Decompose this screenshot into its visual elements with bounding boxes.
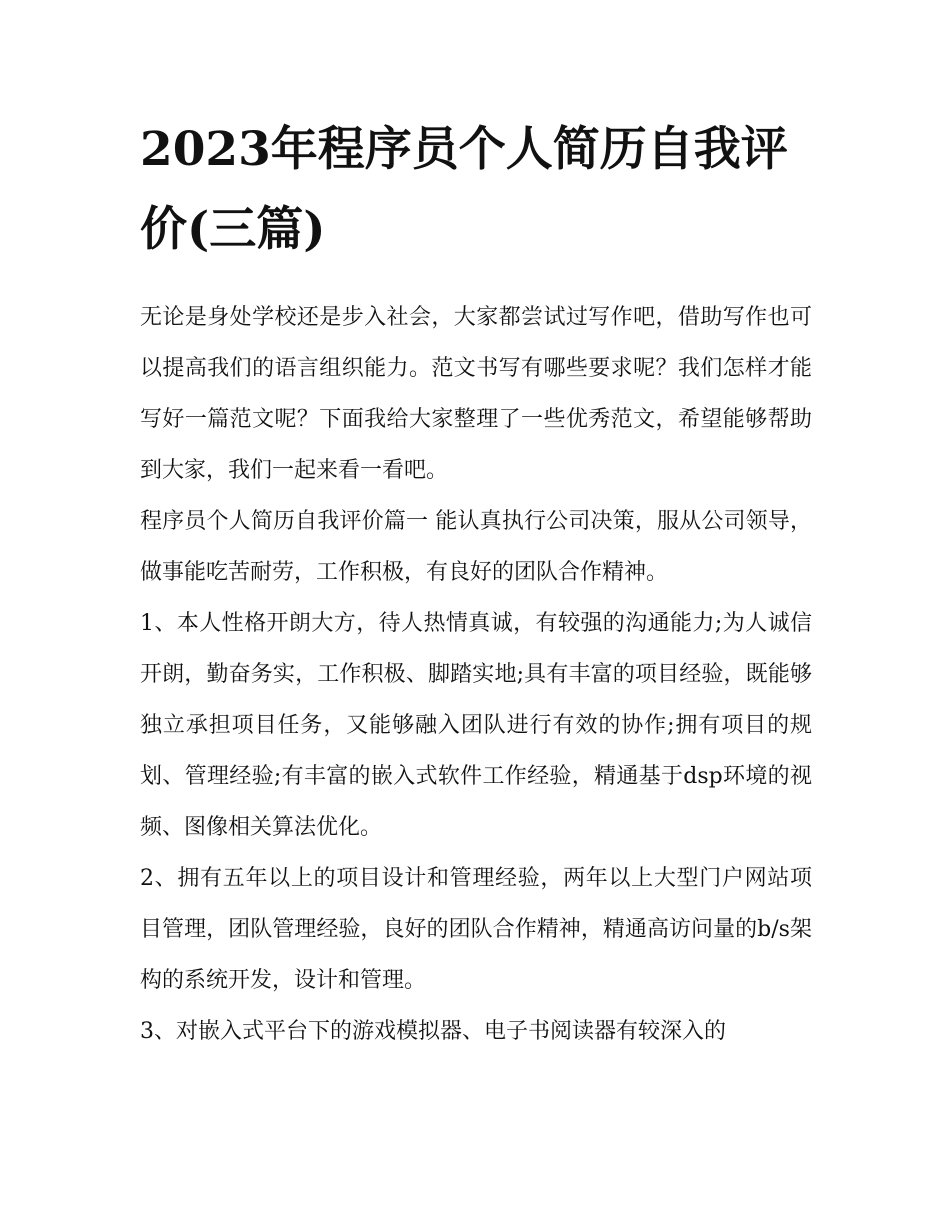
list-item-2: 2、拥有五年以上的项目设计和管理经验，两年以上大型门户网站项目管理，团队管理经验，良好的团队合作精神，精通高访问量的b/s架构的系统开发，设计和管理。 [140, 866, 812, 993]
document-page [140, 110, 812, 1057]
intro-paragraph: 无论是身处学校还是步入社会，大家都尝试过写作吧，借助写作也可以提高我们的语言组织能力。范文书写有哪些要求呢？我们怎样才能写好一篇范文呢？下面我给大家整理了一些优秀范文，希望能够帮助到大家，我们一起来看一看吧。 [140, 305, 812, 483]
section-one-paragraph: 程序员个人简历自我评价篇一 能认真执行公司决策，服从公司领导，做事能吃苦耐劳，工作积极，有良好的团队合作精神。 [140, 509, 812, 585]
list-item-1: 1、本人性格开朗大方，待人热情真诚，有较强的沟通能力;为人诚信开朗，勤奋务实，工作积极、脚踏实地;具有丰富的项目经验，既能够独立承担项目任务，又能够融入团队进行有效的协作;拥有项目的规划、管理经验;有丰富的嵌入式软件工作经验，精通基于dsp环境的视频、图像相关算法优化。 [140, 611, 812, 840]
document-title: 2023年程序员个人简历自我评价(三篇) [140, 122, 788, 257]
list-item-3: 3、对嵌入式平台下的游戏模拟器、电子书阅读器有较深入的 [140, 1019, 726, 1044]
